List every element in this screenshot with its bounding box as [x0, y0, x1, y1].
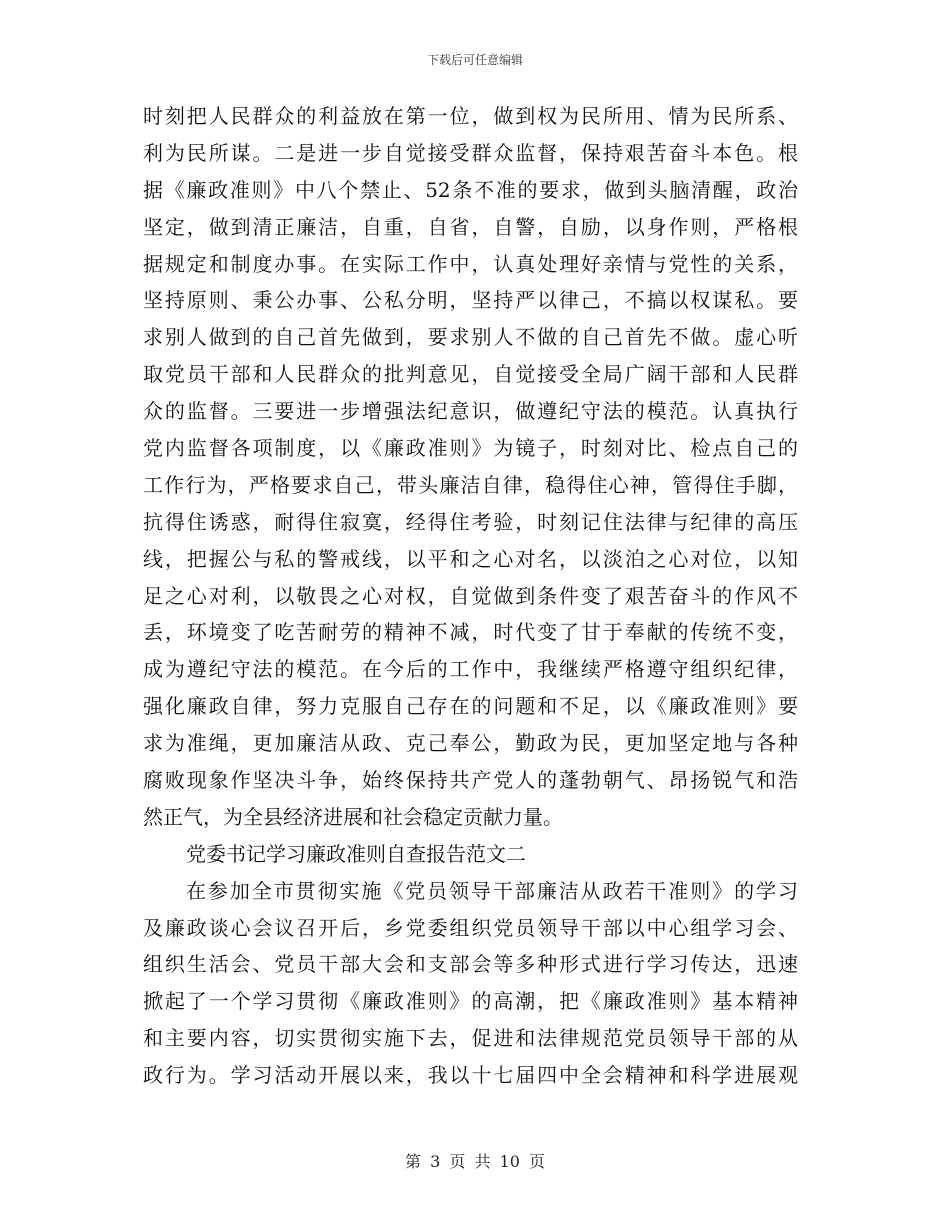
text-line: 坚持原则、秉公办事、公私分明，坚持严以律己，不搞以权谋私。要 — [143, 288, 798, 313]
text-line: 和主要内容，切实贯彻实施下去，促进和法律规范党员领导干部的从 — [143, 1026, 798, 1051]
text-line: 政行为。学习活动开展以来，我以十七届四中全会精神和科学进展观 — [143, 1063, 798, 1088]
section-heading: 党委书记学习廉政准则自查报告范文二 — [186, 841, 526, 866]
text-line: 掀起了一个学习贯彻《廉政准则》的高潮，把《廉政准则》基本精神 — [143, 989, 798, 1014]
text-line: 据规定和制度办事。在实际工作中，认真处理好亲情与党性的关系， — [143, 251, 798, 276]
text-line: 然正气，为全县经济进展和社会稳定贡献力量。 — [143, 804, 563, 829]
text-line: 众的监督。三要进一步增强法纪意识，做遵纪守法的模范。认真执行 — [143, 399, 798, 424]
text-line: 及廉政谈心会议召开后，乡党委组织党员领导干部以中心组学习会、 — [143, 915, 798, 940]
text-line: 求别人做到的自己首先做到，要求别人不做的自己首先不做。虚心听 — [143, 325, 798, 350]
text-line: 线，把握公与私的警戒线，以平和之心对名，以淡泊之心对位，以知 — [143, 546, 798, 571]
text-line: 据《廉政准则》中八个禁止、52条不准的要求，做到头脑清醒，政治 — [143, 177, 798, 202]
page-header: 下载后可任意编辑 — [426, 53, 523, 67]
text-line: 时刻把人民群众的利益放在第一位，做到权为民所用、情为民所系、 — [143, 104, 798, 128]
text-line: 取党员干部和人民群众的批判意见，自觉接受全局广阔干部和人民群 — [143, 362, 798, 387]
text-line: 丢，环境变了吃苦耐劳的精神不减，时代变了甘于奉献的传统不变， — [143, 620, 798, 645]
text-line: 求为准绳，更加廉洁从政、克己奉公，勤政为民，更加坚定地与各种 — [143, 731, 798, 756]
text-line: 利为民所谋。二是进一步自觉接受群众监督，保持艰苦奋斗本色。根 — [143, 140, 798, 165]
text-line: 坚定，做到清正廉洁，自重，自省，自警，自励，以身作则，严格根 — [143, 214, 798, 239]
text-line: 在参加全市贯彻实施《党员领导干部廉洁从政若干准则》的学习 — [186, 878, 798, 903]
document-body — [143, 98, 798, 1094]
text-line: 工作行为，严格要求自己，带头廉洁自律，稳得住心神，管得住手脚， — [143, 472, 798, 497]
text-line: 抗得住诱惑，耐得住寂寞，经得住考验，时刻记住法律与纪律的高压 — [143, 509, 798, 534]
text-line: 强化廉政自律，努力克服自己存在的问题和不足，以《廉政准则》要 — [143, 694, 798, 719]
text-line: 党内监督各项制度，以《廉政准则》为镜子，时刻对比、检点自己的 — [143, 436, 798, 461]
text-line: 腐败现象作坚决斗争，始终保持共产党人的蓬勃朝气、昂扬锐气和浩 — [143, 768, 798, 793]
page-footer: 第 3 页 共 10 页 — [405, 1152, 545, 1171]
text-line: 足之心对利，以敬畏之心对权，自觉做到条件变了艰苦奋斗的作风不 — [143, 583, 798, 608]
text-line: 组织生活会、党员干部大会和支部会等多种形式进行学习传达，迅速 — [143, 952, 798, 977]
text-line: 成为遵纪守法的模范。在今后的工作中，我继续严格遵守组织纪律， — [143, 657, 798, 682]
